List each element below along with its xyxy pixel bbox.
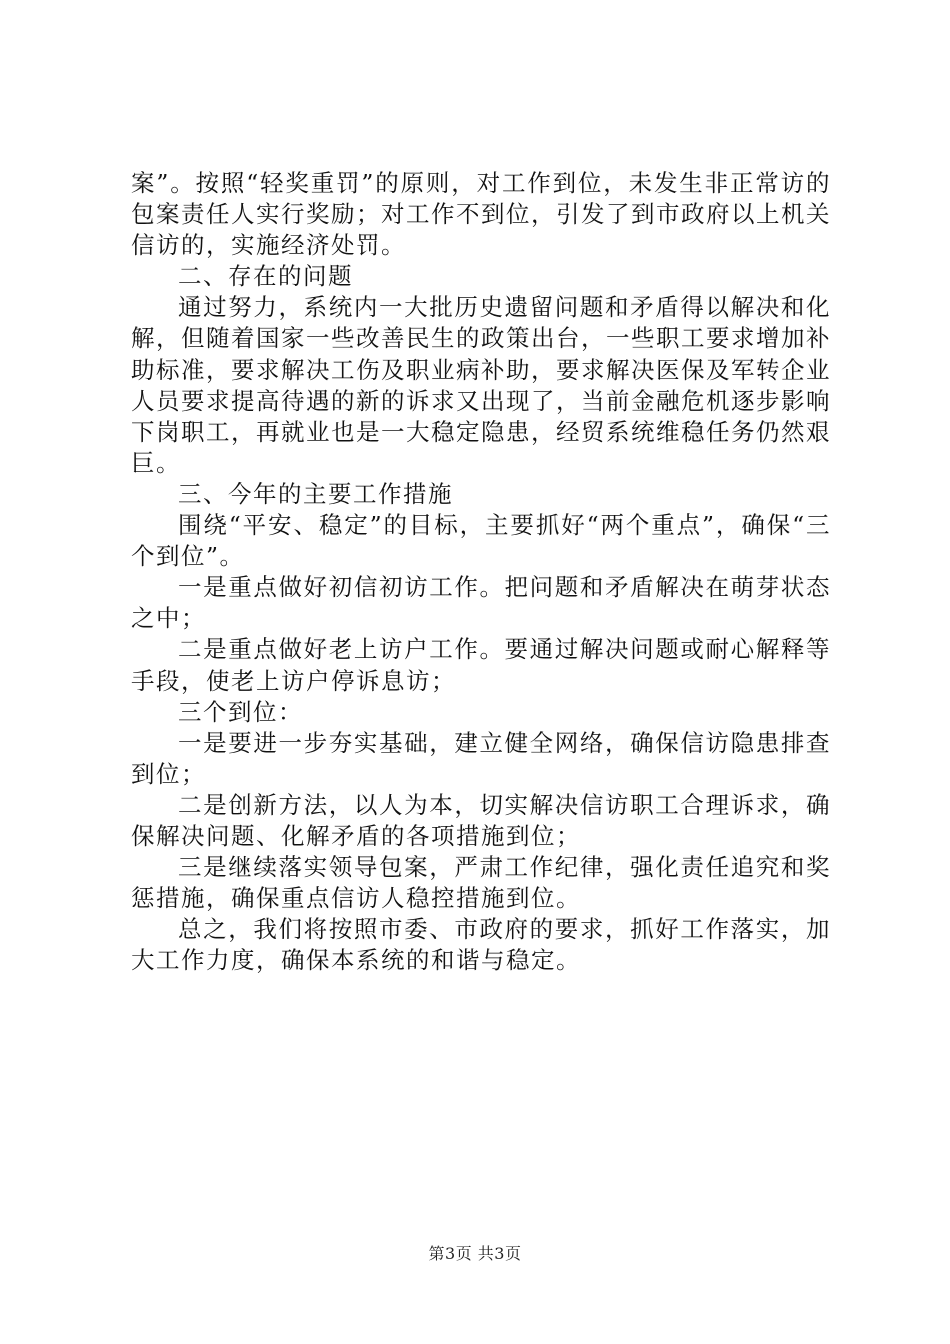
section-heading-problems: 二、存在的问题 bbox=[178, 262, 353, 291]
page-number-footer: 第3页 共3页 bbox=[428, 1244, 522, 1263]
paragraph-focus-one: 一是重点做好初信初访工作。把问题和矛盾解决在萌芽状态之中； bbox=[131, 573, 831, 633]
paragraph-goal: 围绕“平安、稳定”的目标，主要抓好“两个重点”，确保“三个到位”。 bbox=[131, 511, 831, 571]
paragraph-conclusion: 总之，我们将按照市委、市政府的要求，抓好工作落实，加大工作力度，确保本系统的和谐与稳定。 bbox=[131, 915, 831, 975]
paragraph-focus-two: 二是重点做好老上访户工作。要通过解决问题或耐心解释等手段，使老上访户停诉息访； bbox=[131, 635, 831, 695]
paragraph-place-two: 二是创新方法，以人为本，切实解决信访职工合理诉求，确保解决问题、化解矛盾的各项措施到位； bbox=[131, 790, 831, 850]
paragraph-problems: 通过努力，系统内一大批历史遗留问题和矛盾得以解决和化解，但随着国家一些改善民生的政策出台，一些职工要求增加补助标准，要求解决工伤及职业病补助，要求解决医保及军转企业人员要求提高待遇的新的诉求又出现了，当前金融危机逐步影响下岗职工，再就业也是一大稳定隐患，经贸系统维稳任务仍然艰巨。 bbox=[131, 293, 831, 477]
document-body bbox=[131, 168, 831, 976]
section-heading-measures: 三、今年的主要工作措施 bbox=[178, 479, 453, 508]
paragraph-place-three: 三是继续落实领导包案，严肃工作纪律，强化责任追究和奖惩措施，确保重点信访人稳控措施到位。 bbox=[131, 853, 831, 913]
paragraph-place-one: 一是要进一步夯实基础，建立健全网络，确保信访隐患排查到位； bbox=[131, 728, 831, 788]
paragraph-three-in-place: 三个到位： bbox=[178, 697, 303, 726]
paragraph-continuation: 案”。按照“轻奖重罚”的原则，对工作到位，未发生非正常访的包案责任人实行奖励；对工作不到位，引发了到市政府以上机关信访的，实施经济处罚。 bbox=[131, 169, 831, 260]
